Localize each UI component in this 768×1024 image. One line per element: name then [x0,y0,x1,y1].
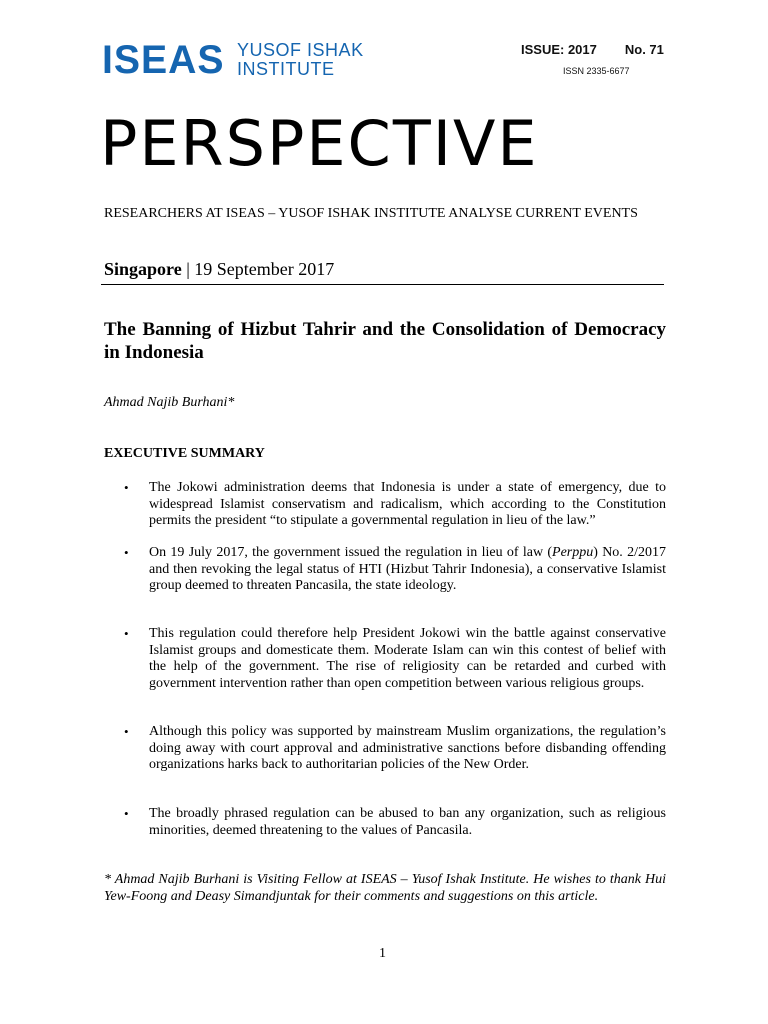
bullet-icon: • [124,724,129,739]
summary-bullet-4 [124,724,666,774]
bullet-icon: • [124,626,129,641]
bullet-icon: • [124,480,129,495]
summary-bullet-text: This regulation could therefore help President Jokowi win the battle against conservative Islamist groups and domesticate them. Moderate Islam can win this contest of belief with the help of the government. The rise of religiosity can be retarded and curbed with government intervention rather than open competition between various religious groups. [149,626,666,691]
iseas-logo-mark: ISEAS [102,38,225,82]
bullet-icon: • [124,806,129,821]
author-footnote: * Ahmad Najib Burhani is Visiting Fellow at ISEAS – Yusof Ishak Institute. He wishes to thank Hui Yew-Foong and Deasy Simandjuntak for their comments and suggestions on this article. [104,872,666,904]
page-number: 1 [379,946,386,961]
logo-line-2: INSTITUTE [237,59,335,79]
publication-title: PERSPECTIVE [100,107,539,180]
article-author: Ahmad Najib Burhani* [104,395,235,410]
summary-bullet-text: The broadly phrased regulation can be abused to ban any organization, such as religious minorities, deemed threatening to the values of Pancasila. [149,806,666,838]
summary-bullet-2 [124,545,666,595]
bullet-text-after: ) No. 2/2017 and then revoking the legal status of HTI (Hizbut Tahrir Indonesia), a conservative Islamist group deemed to threaten Pancasila, the state ideology. [149,545,666,593]
logo-institute-name [237,41,364,79]
summary-bullet-1 [124,480,666,530]
dateline [104,257,334,281]
summary-bullet-5 [124,806,666,839]
issue-info [521,42,664,57]
dateline-city: Singapore [104,259,182,279]
dateline-separator: | [181,259,195,279]
bullet-icon: • [124,545,129,560]
article-title: The Banning of Hizbut Tahrir and the Consolidation of Democracy in Indonesia [104,319,666,363]
summary-bullet-3 [124,626,666,692]
tagline: RESEARCHERS AT ISEAS – YUSOF ISHAK INSTITUTE ANALYSE CURRENT EVENTS [104,206,638,221]
dateline-date: 19 September 2017 [194,259,335,279]
bullet-text-before: On 19 July 2017, the government issued the regulation in lieu of law ( [149,545,553,560]
issue-label: ISSUE: 2017 [521,42,597,57]
executive-summary-heading: EXECUTIVE SUMMARY [104,446,265,461]
summary-bullet-text [149,545,666,595]
header-rule [101,284,664,285]
perppu-term: Perppu [552,545,594,560]
summary-bullet-text: Although this policy was supported by mainstream Muslim organizations, the regulation’s doing away with court approval and administrative sanctions before disbanding offending organizations harks back to authoritarian policies of the New Order. [149,724,666,772]
issn: ISSN 2335-6677 [563,66,630,76]
summary-bullet-text: The Jokowi administration deems that Indonesia is under a state of emergency, due to widespread Islamist conservatism and radicalism, which according to the Constitution permits the president “to stipulate a governmental regulation in lieu of the law.” [149,480,666,528]
logo-line-1: YUSOF ISHAK [237,40,364,60]
institute-logo [102,40,364,80]
issue-number: No. 71 [624,42,664,57]
